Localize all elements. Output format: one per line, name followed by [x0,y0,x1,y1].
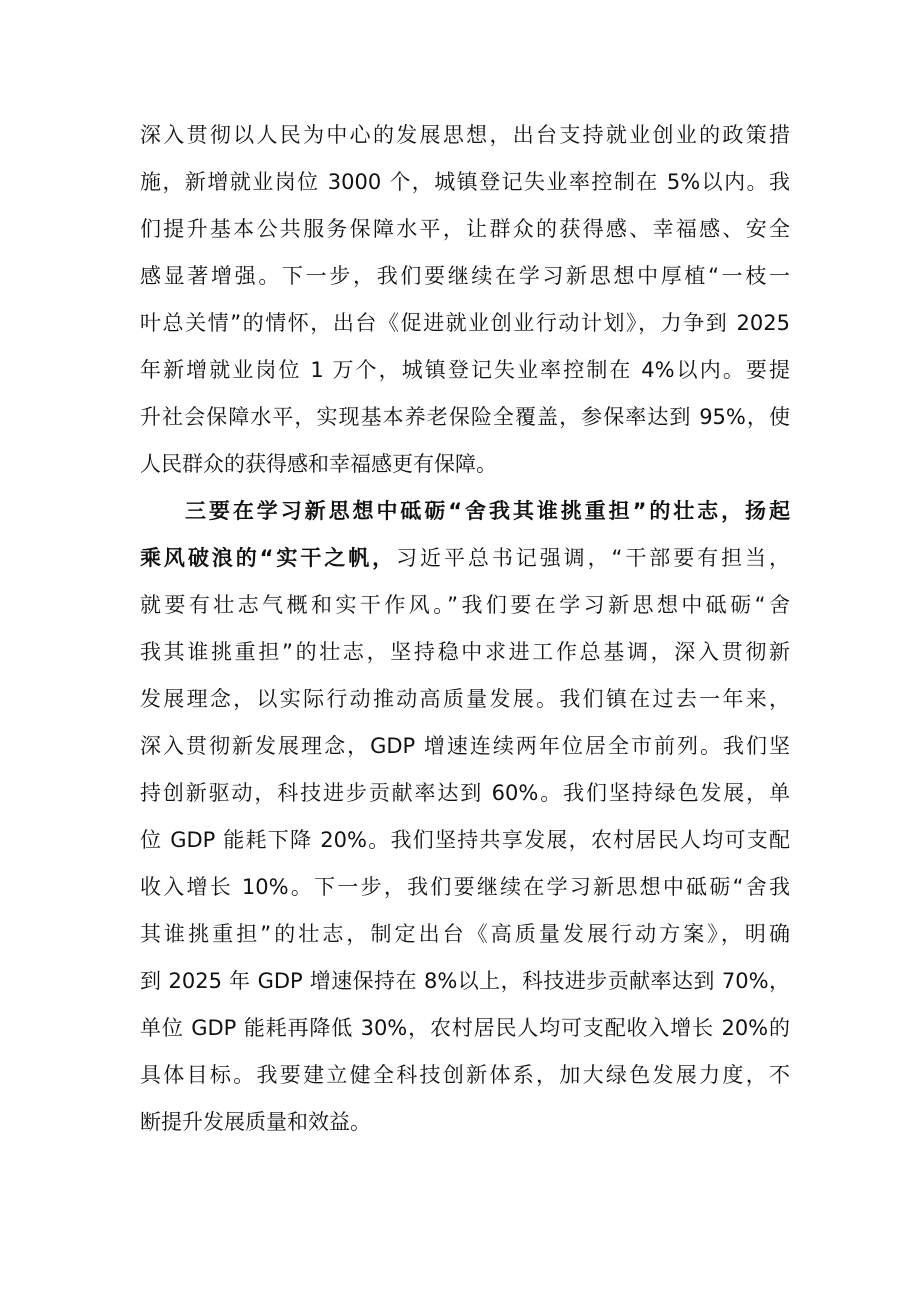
paragraph-development [140,488,790,1146]
bold-heading-text: 乘风破浪的“实干之帆， [140,546,397,570]
text-line: 感显著增强。下一步，我们要继续在学习新思想中厚植“一枝一 [140,264,790,288]
text-line: 发展理念，以实际行动推动高质量发展。我们镇在过去一年来， [140,687,790,711]
text-line: 深入贯彻新发展理念，GDP 增速连续两年位居全市前列。我们坚 [140,734,790,758]
text-line: 具体目标。我要建立健全科技创新体系，加大绿色发展力度，不 [140,1063,790,1087]
text-line: 深入贯彻以人民为中心的发展思想，出台支持就业创业的政策措 [140,123,790,147]
text-line: 叶总关情”的情怀，出台《促进就业创业行动计划》，力争到 2025 [140,311,790,335]
bold-heading-text: 三要在学习新思想中砥砺“舍我其谁挑重担”的壮志，扬起 [185,499,790,523]
text-line: 施，新增就业岗位 3000 个，城镇登记失业率控制在 5%以内。我 [140,170,790,194]
text-line: 升社会保障水平，实现基本养老保险全覆盖，参保率达到 95%，使 [140,405,790,429]
text-line: 位 GDP 能耗下降 20%。我们坚持共享发展，农村居民人均可支配 [140,828,790,852]
text-line: 就要有壮志气概和实干作风。”我们要在学习新思想中砥砺“舍 [140,593,790,617]
text-line: 断提升发展质量和效益。 [140,1110,371,1134]
text-line: 我其谁挑重担”的壮志，坚持稳中求进工作总基调，深入贯彻新 [140,640,790,664]
text-line: 们提升基本公共服务保障水平，让群众的获得感、幸福感、安全 [140,217,790,241]
document-body [140,112,790,1146]
text-line [140,488,790,535]
text-line: 到 2025 年 GDP 增速保持在 8%以上，科技进步贡献率达到 70%， [140,969,790,993]
text-line: 收入增长 10%。下一步，我们要继续在学习新思想中砥砺“舍我 [140,875,790,899]
text-line: 单位 GDP 能耗再降低 30%，农村居民人均可支配收入增长 20%的 [140,1016,790,1040]
text-line [140,535,790,582]
text-line: 其谁挑重担”的壮志，制定出台《高质量发展行动方案》，明确 [140,922,790,946]
text-line: 年新增就业岗位 1 万个，城镇登记失业率控制在 4%以内。要提 [140,358,790,382]
text-line: 人民群众的获得感和幸福感更有保障。 [140,452,497,476]
text-line: 持创新驱动，科技进步贡献率达到 60%。我们坚持绿色发展，单 [140,781,790,805]
paragraph-employment [140,112,790,488]
text-run: 习近平总书记强调，“干部要有担当， [396,546,790,570]
